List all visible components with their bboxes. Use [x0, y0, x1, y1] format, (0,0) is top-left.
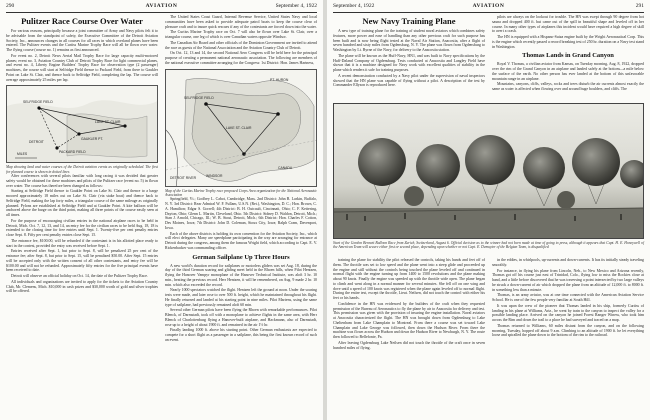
lake-map-label: CANADA: [278, 165, 293, 170]
navy-plane-paragraph: After leaving Ogdensburg Lake Neilsen did not touch the throttle of the craft once in seven hundred miles of flying.: [333, 340, 485, 350]
pulitzer-paragraph: Detroit will observe an official holiday on Oct. 14, the date of the Pulitzer Trophy Race.: [11, 274, 148, 279]
pulitzer-paragraph: After conferences with several pilots familiar with long racing it was decided that greater safety would be obtained for these machines and pilots of the Pulitzer race (event no. 5) in flown over water. The course has therefore been changed as follows:: [6, 174, 158, 188]
grand-canyon-headline: Thomas Lands in Grand Canyon: [522, 52, 614, 60]
pulitzer-paragraph: All individuals and organizations are invited to apply for the tickets to the Aviation Country Club, Mr. Clemens, Mich. $10,000 in cash prizes and $30,000 worth of gold and silver trophies will be offered.: [6, 279, 158, 294]
right-head-rule: [333, 12, 644, 13]
sailplane-paragraph: Finally landing 1000 ft. above his starting point. Other German enthusiasts are expected to compete for a short flight as a passenger in a sailplane, this being the first known record of such an event.: [165, 328, 317, 342]
navy-plane-paragraph: pilots are always on the lookout for trouble. The HN was swept through 90 degree from hot sauna and dropped 400 ft. but came out of the spill in beautiful shape and leveled off in her course. In many other types of airplanes this incident would have required a high degree of skill to avert a crash.: [492, 15, 644, 34]
pulitzer-paragraph: For event no. 2, Detroit News Aerial Mail Trophy Race for large capacity multi-motored planes; event no. 3, Aviation Country Club of Detroit Trophy Race for light commercial planes, and event no. 4, Liberty Engine Builders' Trophy Race for observation type (2 passenger) machines, the course will start at Selfridge Field thence to Packard Field, from there to Gaukler Point on Lake St. Clair, and thence back to Selfridge Field, completing the lap. The course will average approximately 25 miles per lap.: [6, 53, 158, 82]
pulitzer-paragraph: For various reasons, principally because a joint committee of Army and Navy pilots felt it to be advisable from the standpoint of safety, the Executive Committee of the Detroit Aviation Society, Inc., announces changes in all courses for all races in which overland planes have been entered. The Pulitzer events and the Curtiss Marine Trophy Race will all be flown over water. The flying course (course no. 1) remains as first announced.: [6, 29, 158, 52]
lake-map-label: PT. HURON: [270, 77, 289, 82]
left-column-1: [6, 15, 158, 417]
left-column-2: [165, 15, 317, 417]
congress-paragraph: The Canadian Air Board and other officials of the Dominion Government are invited to attend the race as guests of the National Association and the Aviation Country Club of Detroit.: [165, 40, 317, 50]
left-running-head: [6, 3, 317, 12]
lake-map-caption: Map of the Curtiss Marine Trophy race proposed Corps Area organization for the National Aeronautic Association: [165, 188, 317, 197]
pulitzer-paragraph: Entries received after Sept. 1, but prior to Sept. 8, will be penalized 25 per cent of the entrance fee; after Sept. 8, but prior to Sept. 15, will be penalized $50.00. After Sept. 15 entries will be accepted only with the written consent of all other contestants, and entry fee will be $100.00 and will not be refunded. Approximately fifty entries for the five principal events have been received to date.: [6, 249, 158, 273]
map-label: PACKARD FIELD: [59, 150, 86, 155]
right-running-head: [333, 3, 644, 12]
navy-plane-paragraph: A recent demonstration conducted by a Navy pilot under the supervision of naval inspectors showed that the HN plane was capable of flying without a pilot. A description of the test by Commander Ellyson is reproduced here.: [333, 73, 485, 88]
right-column-2-bottom: [492, 258, 644, 417]
congress-paragraph: Springfield, Vt.; Godfrey L. Cabot, Cambridge, Mass. 2nd District: John B. Larkin, Buffalo, N. Y. 3rd District: Rear Admiral W. F. Fullam, U.S.N. (Ret.), Washington, D. C.; Hon. Brown, C. A. Hamilton; Edgar S. Gorrell; 4th District: B. H. Outcault, Cincinnati, Ohio; C. F. Kettering, Dayton, Ohio; Glenn L. Martin, Cleveland, Ohio. 5th District: Sidney D. Waldon, Detroit, Mich.; Stan J. Arnold, Chicago, Ill.; W. B. Stout, Detroit, Mich.; 6th District: Hon. Charles F. Cotton, Des Moines, Iowa; 7th District: John D. Coleman, Sioux City, Iowa; Ralph Cram, Davenport, Iowa.: [165, 197, 317, 230]
navy-plane-headline: New Navy Training Plane: [362, 16, 456, 26]
sailplane-paragraph: A new world's duration record for sailplanes or motorless gliders was set Aug. 18, during the day of the third German soaring and gliding meet held in the Rhoen hills, when Pilot Hentzen, flying the Hanover Vampyr monoplane of the Hanover Technical Institute, was aloft 3 hr. 10 min., beating the previous record. Herr Hentzen, it will be remembered, on Aug. 9 made 2 hr. 10 min. which also exceeded the record.: [165, 263, 317, 287]
grand-canyon-paragraph: Mountains, canyons, cliffs, valleys, rocks and trees disturb the air currents almost exactly the same as water is affected when flowing over and around huge boulders, and cliffs. The: [492, 82, 644, 91]
navy-plane-paragraph: The HN is equipped with a Hispano-Suiza engine built by the Wright Aeronautical Corp. This is the engine which recently passed a record breaking test of 250 hr. duration on a Navy test stand in Washington.: [492, 35, 644, 49]
congress-paragraph: The United States Coast Guard, Internal Revenue Service, United States Navy and local communities have been asked to provide adequate patrol boats to keep the course clear of pleasure craft and to insure quick rescues if any of the contestants are forced down into the water.: [165, 15, 317, 29]
right-page: [327, 0, 650, 420]
lake-st-clair-map: [165, 69, 317, 187]
grand-canyon-paragraph: Thomas returned to Williams, 60 miles distant from the canyon, and on the following morning, Tuesday, hopped off about 9 a.m. Climbing to an altitude of 1900 ft. he let everything loose and spiralled the plane down to the bottom of the rim to the railroad.: [492, 323, 644, 338]
grand-canyon-paragraph: Thomas, is an army aviator, was at one time connected with the American Aviation Service School. He is one of the few people very familiar at South Hill.: [492, 293, 644, 302]
pulitzer-paragraph: Starting at Selfridge Field thence to Gaukler Point on Lake St. Clair and thence to a barge moored approximately 18 miles out on Lake St. Clair (via stake boat) and thence back to Selfridge Field, making the lap forty miles, a triangular course of the same mileage as originally planned. Pylons are established at Selfridge Field and at Gaukler Point. A kite balloon will be anchored above the barge on the third point, making all three points of the course easily seen at all times.: [6, 189, 158, 218]
navy-plane-paragraph: A new type of training plane for the training of student naval aviators which combines safety features, more power and ease of handling than any other previous craft for such purpose has been built and is now being flight tested at the Naval Air Station, Anacostia, after a flight of seven hundred and sixty miles from Ogdensburg, N. Y. The plane was flown from Ogdensburg to Washington by Lt. Byrne of the Navy, for delivery to the Anacostia station.: [333, 29, 485, 52]
map-label: SELFRIDGE FIELD: [23, 100, 53, 105]
left-page-number: 290: [6, 3, 15, 9]
right-journal-title: AVIATION: [472, 3, 505, 9]
congress-paragraph: Each of the above districts is holding its own convention for the Aviation Society, Inc., which will elect delegates. Many are speedplane participating in the way are arranging for entrance at Detroit during the congress, among them the famous Wright field, which according to Capt. E. V. Rickenbacker was commanding officer.: [165, 231, 317, 250]
right-column-1-bottom: [333, 258, 485, 417]
map-label: LAKE ST. CLAIR: [95, 120, 121, 125]
grand-canyon-paragraph: in the eddies, in whirlpools, up-currents and down-currents. It has its initially steady traveling smoothly.: [492, 258, 644, 267]
pulitzer-paragraph: The entrance fee, $100.00, will be refunded if the contestant is in his allotted place ready to start in the contest, provided the entry was received before Sept. 1.: [6, 238, 158, 248]
left-head-rule: [6, 12, 317, 13]
congress-paragraph: On Oct. 12, 13 and 14, the second National Aero Congress will be held here for the principal purpose of creating a permanent national aeronautic association. The following are members of the national executive committee arranging for the Congress: 1st District: Hon. James Hartness,: [165, 51, 317, 65]
pulitzer-paragraph: For the purpose of encouraging civilian entries in the national airplane races to be held in Detroit, Mich. Oct. 7, 12, 13, and 14, an entry fee for the civilian races to be held Aug. 18, 18 is extended to the closing time for free entries until Sept. 1. Twenty-five per cent penalty entries close Sept. 8. Fifty per cent penalty entries close Sept. 15.: [6, 218, 158, 238]
sailplane-paragraph: Nearly 1000 spectators watched the flight. Hentzen left the ground at noon. Under the soaring tests were made, and later rose to over 500 ft. height, which he maintained throughout his flight. He finally returned and landed at his starting point in nine miles. Pilot Martens, using the same type of sailplane, had previously remained aloft 60 min.: [165, 288, 317, 307]
map-label: DETROIT: [29, 140, 44, 145]
right-page-number: 291: [635, 3, 644, 9]
pulitzer-headline: Pulitzer Race Course Over Water: [21, 16, 143, 26]
left-date: September 4, 1922: [275, 3, 317, 9]
map-label: GAUKLER PT.: [81, 137, 104, 142]
navy-plane-paragraph: The plane will be known as the Huff-Navy, HN1, and was built to Navy specifications by the Huff-Daland Company of Ogdensburg. Tests conducted at Anacostia and Langley Field have shown that it is a machine designed for Navy work with excellent qualities of stability in the plane which renders it safe for training purposes.: [333, 53, 485, 72]
congress-paragraph: The Curtiss Marine Trophy race on Oct. 7 will also be flown over Lake St. Clair, over a triangular course, one leg of which is over Canadian waters opposite Windsor.: [165, 30, 317, 39]
lake-map-label: DETROIT RIVER: [170, 175, 197, 180]
balloon-race-photo: [333, 103, 644, 239]
sailplane-headline: German Sailplane Up Three Hours: [192, 253, 290, 261]
lake-map-label: SELFRIDGE FIELD: [184, 95, 214, 100]
left-page: [0, 0, 323, 420]
lake-map-label: LAKE ST. CLAIR: [226, 125, 252, 130]
balloon-photo-caption: Start of the Gordon Bennett Balloon Race from Zurich, Switzerland, August 6. Official decision as to the winner had not been made at time of going to press, although it appears that Capt. H. E. Honeywell of the American Team will secure either first or second place, depending upon whether or not Capt. E. Demuyter of the Belgian Team, is disqualified: [333, 241, 644, 250]
navy-plane-paragraph: Confidence in the HN was evidenced by the builders of the craft when they requested permission of the Bureau of Aeronautics to fly the plane by air to Anacostia for delivery and test. This permission was given with the provision of insuring the engine installation. Naval aviators at Anacostia characterized the flight. The HN was brought down from Ogdensburg to Lake Cheltenham from Lake Champlain to Montreal. From there a course was set toward Lake Champlain and Lake George was followed, then down the Hudson River. From there the machine was flown across the Hudson and down the Hudson River to Newburgh, N. Y. The route then followed to Bellefonte, Pa.: [333, 301, 485, 339]
balloon-photo-drawing: [334, 104, 644, 239]
right-column-1-top: [333, 15, 485, 101]
left-journal-title: AVIATION: [145, 3, 178, 9]
grand-canyon-paragraph: It was upon the crew of the pioneer that Thomas landed in his ship, formerly Curtiss of landing in his plane at Williams, Ariz., he went by train to the canyon to inspect the valley for a possible landing place. Arrived on the canyon he joined Forest Ranger Winess, who took him across the Rim and down the trail to a place he had surveyed and traced on a map.: [492, 303, 644, 322]
grand-canyon-paragraph: For instance, in flying his plane from Lincoln, Neb., to New Mexico and Arizona recently, Thomas got off his course just east of Trinidad, Colo., flying low to miss the Rockies close at hand, and a little before discovered that he was traversing a point intersected by two large valleys he struck a down-current of air which dropped the plane from an altitude of 12,000 ft. to 8000 ft. in something less than a minute.: [492, 268, 644, 292]
map-label: MILES: [17, 152, 28, 157]
lake-map-label: WINDSOR: [206, 173, 223, 178]
grand-canyon-paragraph: Royal V. Thomas, a civilian aviator from Kansas, on Tuesday morning, Aug. 8, 1922, dropped over the rim of the Grand Canyon in an airplane and landed safely at the bottom—a mile below the surface of the earth. No other person has ever landed at the bottom of this unfavorable mountain range in an airplane.: [492, 62, 644, 81]
right-date: September 4, 1922: [333, 3, 375, 9]
navy-plane-paragraph: training the plane for stability the pilot released the controls, taking his hands and feet off of them. The throttle was set to low speed and the plane went into a steep glide and proceeded up the engine and still without the controls being touched the plane leveled off and continued in normal flight with the engine turning up from 1400 to 1500 revolutions and the plane making about 90 knots. Finally the engine was speeded up with the throttle wide open. The plane began to climb and went along in a normal manner for several minutes. She fell off on one wing and dove until a speed of 100 knots was registered when the plane again leveled off to normal flight. During the entire test, except the throttle, Lieut. Neilsen, did not touch the control with either his feet or his hands.: [333, 258, 485, 300]
sailplane-paragraph: Several other German pilots have been flying the Rhoen with remarkable performances. Pilot Blenck, of Darmstadt, took off with a monoplane to achieve flights in the same area, with Herr Blenck of Charlottenburg flying a Hanover-built airplane, and Hackmann, also of Darmstadt, rose up to a height of about 1900 ft. and remained in the air 1½ hr.: [165, 308, 317, 327]
course-map-caption: Map showing land and water courses of the Detroit aviation events as originally scheduled. The first for planned course is shown in dotted lines: [6, 165, 158, 174]
course-map: [6, 85, 158, 163]
